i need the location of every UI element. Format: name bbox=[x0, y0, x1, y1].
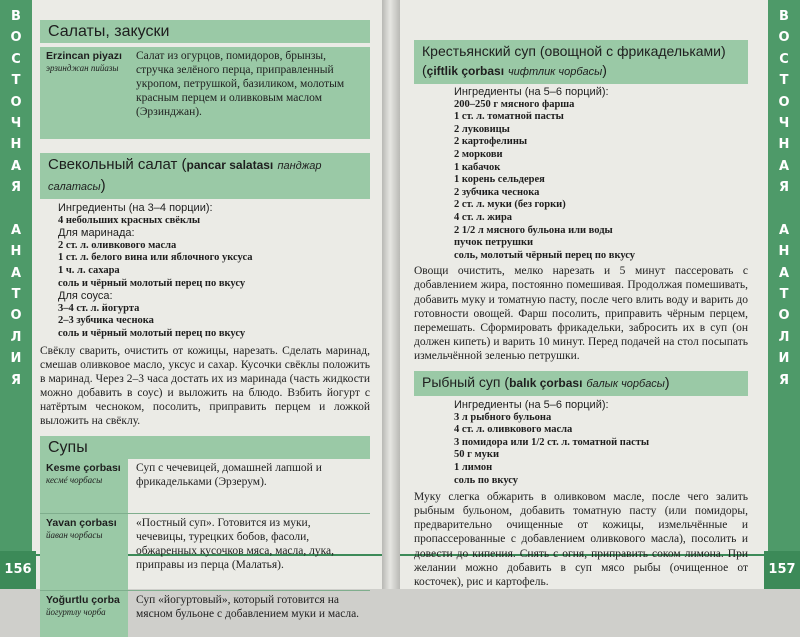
ingredient-item: 3–4 ст. л. йогурта bbox=[58, 302, 140, 314]
fish-soup-heading: Рыбный суп (balık çorbası балык чорбасы) bbox=[414, 371, 748, 396]
sauce-list bbox=[58, 303, 370, 341]
dish-name-cell bbox=[40, 459, 128, 513]
strip-letter: Н bbox=[778, 244, 790, 260]
page-number-left: 156 bbox=[0, 551, 36, 589]
strip-letter: Т bbox=[11, 73, 21, 89]
dish-name: Yoğurtlu çorba bbox=[46, 594, 120, 607]
strip-letter: Я bbox=[778, 372, 789, 388]
book-gutter bbox=[382, 0, 400, 589]
ingredient-item: 2 луковицы bbox=[454, 123, 510, 135]
strip-letter: А bbox=[778, 158, 790, 174]
strip-title-right bbox=[768, 6, 800, 391]
strip-letter: С bbox=[779, 51, 789, 67]
ingredient-item: 2 1/2 л мясного бульона или воды bbox=[454, 224, 613, 236]
ingredient-item: соль и чёрный молотый перец по вкусу bbox=[58, 327, 246, 339]
sauce-title: Для соуса: bbox=[58, 290, 113, 303]
dish-name-cell bbox=[40, 514, 128, 590]
heading-transcription: балык чорбасы bbox=[586, 377, 665, 390]
ingredient-item: 1 лимон bbox=[454, 461, 493, 473]
dish-name-cell bbox=[40, 47, 128, 139]
dish-name: Erzincan piyazı bbox=[46, 50, 122, 62]
strip-letter: О bbox=[10, 308, 22, 324]
heading-title: Свекольный салат bbox=[48, 156, 178, 173]
dish-description: Салат из огурцов, помидоров, брынзы, стручка зелёного перца, приправленный укропом, петрушкой, базиликом, молотым красным перцем и оливковым маслом (Эрзинджан). bbox=[128, 47, 370, 139]
ingredient-list bbox=[58, 215, 370, 228]
heading-dish-name: pancar salatası bbox=[186, 158, 274, 172]
strip-letter: А bbox=[778, 265, 790, 281]
strip-letter: С bbox=[11, 51, 21, 67]
left-page bbox=[0, 0, 382, 620]
peasant-soup-heading: Крестьянский суп (овощной с фрикадельками) (çiftlik çorbası чифтлик чорбасы) bbox=[414, 40, 748, 84]
dish-name: Yavan çorbası bbox=[46, 517, 117, 530]
ingredient-item: 1 корень сельдерея bbox=[454, 174, 545, 186]
ingredient-item: соль и чёрный молотый перец по вкусу bbox=[58, 277, 246, 289]
strip-letter: Я bbox=[10, 180, 21, 196]
ingredients-title: Ингредиенты (на 5–6 порций): bbox=[454, 86, 609, 98]
beet-ingredients bbox=[40, 202, 370, 341]
ingredient-item: 2 моркови bbox=[454, 148, 503, 160]
dish-name: Kesme çorbası bbox=[46, 462, 121, 475]
side-strip-left bbox=[0, 0, 32, 589]
soup-row bbox=[40, 459, 370, 513]
strip-letter: О bbox=[778, 308, 790, 324]
ingredient-item: пучок петрушки bbox=[454, 237, 534, 249]
heading-dish-name: çiftlik çorbası bbox=[426, 64, 505, 78]
strip-letter: В bbox=[779, 9, 789, 24]
ingredient-item: 200–250 г мясного фарша bbox=[454, 98, 575, 110]
dish-transcription: йогуртлу чорба bbox=[46, 607, 106, 618]
heading-transcription: панджар салатасы bbox=[48, 160, 322, 193]
beet-salad-heading: Свекольный салат (pancar salatası панджар салатасы) bbox=[40, 153, 370, 199]
heading-dish-name: balık çorbası bbox=[509, 375, 583, 390]
right-column bbox=[414, 0, 748, 589]
strip-letter: Ч bbox=[10, 115, 22, 131]
marinade-list bbox=[58, 240, 370, 290]
ingredient-list bbox=[454, 412, 748, 488]
strip-letter bbox=[0, 199, 32, 220]
ingredient-item: 2 ст. л. муки (без горки) bbox=[454, 199, 566, 211]
ingredient-item: 1 кабачок bbox=[454, 161, 501, 173]
ingredient-item: 3 л рыбного бульона bbox=[454, 411, 552, 423]
strip-letter: О bbox=[778, 94, 790, 110]
ingredient-item: 1 ст. л. белого вина или яблочного уксуса bbox=[58, 252, 253, 264]
strip-letter: Я bbox=[10, 372, 21, 388]
dish-description: «Постный суп». Готовится из муки, чечевицы, турецких бобов, фасоли, обжаренных кусочков мяса, масла, лука, приправы из перца (Малатья). bbox=[136, 517, 334, 571]
ingredient-item: 1 ч. л. сахара bbox=[58, 264, 120, 276]
ingredient-item: 4 небольших красных свёклы bbox=[58, 214, 201, 226]
strip-letter: А bbox=[10, 158, 22, 174]
dish-name-cell bbox=[40, 591, 128, 637]
strip-letter: Ч bbox=[778, 115, 790, 131]
strip-letter: Т bbox=[779, 73, 789, 89]
ingredient-item: 2 ст. л. оливкового масла bbox=[58, 239, 177, 251]
ingredient-item: 50 г муки bbox=[454, 449, 500, 461]
section-heading-soups: Супы bbox=[40, 436, 370, 459]
heading-transcription: чифтлик чорбасы bbox=[507, 66, 603, 78]
strip-letter: О bbox=[10, 94, 22, 110]
strip-letter: В bbox=[11, 9, 21, 24]
strip-letter: О bbox=[778, 30, 790, 46]
strip-letter: Н bbox=[10, 244, 22, 260]
strip-letter: Т bbox=[11, 287, 21, 303]
strip-letter: Т bbox=[779, 287, 789, 303]
left-column bbox=[40, 0, 370, 637]
ingredient-item: 2–3 зубчика чеснока bbox=[58, 315, 154, 327]
peasant-ingredients bbox=[414, 86, 748, 262]
ingredient-item: 2 зубчика чеснока bbox=[454, 186, 540, 198]
strip-letter: О bbox=[10, 30, 22, 46]
ingredient-item: соль по вкусу bbox=[454, 474, 519, 486]
right-page bbox=[400, 0, 800, 589]
page-number-right: 157 bbox=[764, 551, 800, 589]
dish-description: Суп с чечевицей, домашней лапшой и фрикадельками (Эрзерум). bbox=[136, 462, 322, 488]
side-strip-right bbox=[768, 0, 800, 589]
strip-letter: А bbox=[10, 222, 22, 238]
soup-row bbox=[40, 591, 370, 637]
ingredient-item: 1 ст. л. томатной пасты bbox=[454, 111, 564, 123]
heading-title: Крестьянский суп (овощной с фрикадельками) bbox=[422, 43, 726, 59]
soups-table bbox=[40, 459, 370, 637]
ingredient-item: соль, молотый чёрный перец по вкусу bbox=[454, 249, 636, 261]
strip-letter: Я bbox=[778, 180, 789, 196]
section-heading-salads: Салаты, закуски bbox=[40, 20, 370, 43]
soup-row bbox=[40, 514, 370, 590]
strip-letter: Л bbox=[10, 329, 22, 345]
dish-description: Суп «йогуртовый», который готовится на мясном бульоне с добавлением муки и масла. bbox=[136, 594, 360, 620]
ingredient-list bbox=[454, 99, 748, 263]
strip-title-left bbox=[0, 6, 32, 391]
fish-ingredients bbox=[414, 399, 748, 487]
peasant-instructions: Овощи очистить, мелко нарезать и 5 минут пассеровать с добавлением жира, постоянно помешивая. Продолжая помешивать, добавить муку и томатную пасту, после чего влить воду и варить до готовности овощей. Фарш посолить, приправить чёрным перцем, перемешать. Сформировать фрикадельки, забросить их в суп (он должен кипеть) и варить 10 минут. Перед подачей на стол посыпать измельчённой зеленью петрушки. bbox=[414, 265, 748, 362]
strip-letter: А bbox=[778, 222, 790, 238]
ingredient-item: 3 помидора или 1/2 ст. л. томатной пасты bbox=[454, 436, 650, 448]
strip-letter: А bbox=[10, 265, 22, 281]
dish-transcription: эрзинджан пийазы bbox=[46, 63, 119, 73]
dish-transcription: йаван чорбасы bbox=[46, 530, 103, 541]
heading-title: Рыбный суп bbox=[422, 373, 501, 390]
beet-instructions: Свёклу сварить, очистить от кожицы, нарезать. Сделать маринад, смешав оливковое масло, уксус и сахар. Кусочки свёклы положить в маринад. Через 2–3 часа достать их из маринада (часть жидкости можно добавить в соус) и выложить на блюдо. Взбить йогурт с натёртым чесноком, посолить, приправить перцем и ложкой выложить на свёклу. bbox=[40, 344, 370, 427]
strip-letter: Н bbox=[778, 137, 790, 153]
ingredients-title: Ингредиенты (на 5–6 порций): bbox=[454, 398, 609, 411]
strip-letter: И bbox=[10, 351, 22, 367]
erzincan-entry bbox=[40, 47, 370, 139]
strip-letter: Л bbox=[778, 329, 790, 345]
ingredients-title: Ингредиенты (на 3–4 порции): bbox=[58, 202, 213, 214]
fish-instructions: Муку слегка обжарить в оливковом масле, после чего залить рыбным бульоном, добавить томатную пасту (или помидоры, предварительно очищенные от кожицы, измельчённые и пропассерованные с добавлением оливкового масла), посолить и довести до кипения. Снять с огня, приправить соком лимона. При желании можно добавить в суп мясо рыбы (очищенное от косточек), рис и картофель. bbox=[414, 491, 748, 588]
strip-letter: Н bbox=[10, 137, 22, 153]
ingredient-item: 2 картофелины bbox=[454, 136, 528, 148]
marinade-title: Для маринада: bbox=[58, 227, 135, 240]
strip-letter bbox=[768, 199, 800, 220]
strip-letter: И bbox=[778, 351, 790, 367]
dish-transcription: кесмé чорбасы bbox=[46, 475, 103, 486]
ingredient-item: 4 ст. л. жира bbox=[454, 211, 513, 223]
ingredient-item: 4 ст. л. оливкового масла bbox=[454, 424, 573, 436]
